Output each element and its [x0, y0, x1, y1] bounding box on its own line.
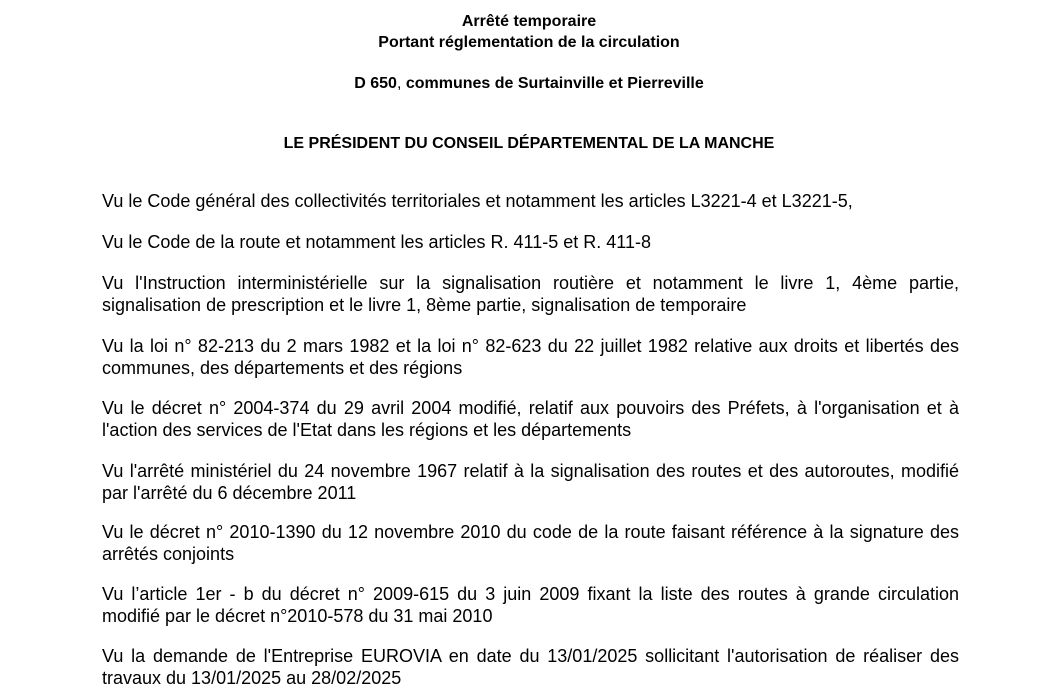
visa-paragraph: Vu l’article 1er - b du décret n° 2009-615 du 3 juin 2009 fixant la liste des routes à grande circulation modifié par le décret n°2010-578 du 31 mai 2010: [102, 584, 959, 626]
document-location: [0, 74, 1058, 94]
visa-paragraph: Vu le décret n° 2010-1390 du 12 novembre 2010 du code de la route faisant référence à la signature des arrêtés conjoints: [102, 522, 959, 564]
visa-paragraph: Vu le décret n° 2004-374 du 29 avril 2004 modifié, relatif aux pouvoirs des Préfets, à l'organisation et à l'action des services de l'Etat dans les régions et les départements: [102, 398, 959, 440]
document-title: Arrêté temporaire: [461, 13, 597, 30]
visa-paragraph: Vu l'Instruction interministérielle sur la signalisation routière et notamment le livre 1, 4ème partie, signalisation de prescription et le livre 1, 8ème partie, signalisation de temporaire: [102, 273, 959, 315]
road-name: D 650: [354, 75, 397, 92]
visa-paragraph: Vu le Code de la route et notamment les articles R. 411-5 et R. 411-8: [102, 232, 651, 252]
visa-paragraph: Vu l'arrêté ministériel du 24 novembre 1967 relatif à la signalisation des routes et des autoroutes, modifié par l'arrêté du 6 décembre 2011: [102, 461, 959, 503]
location-separator: ,: [396, 75, 402, 92]
visa-paragraph: Vu la demande de l'Entreprise EUROVIA en date du 13/01/2025 sollicitant l'autorisation de réaliser des travaux du 13/01/2025 au 28/02/2025: [102, 646, 959, 688]
visa-paragraph: Vu la loi n° 82-213 du 2 mars 1982 et la loi n° 82-623 du 22 juillet 1982 relative aux droits et libertés des communes, des départements et des régions: [102, 336, 959, 378]
issuing-authority: LE PRÉSIDENT DU CONSEIL DÉPARTEMENTAL DE LA MANCHE: [283, 135, 775, 152]
communes-text: communes de Surtainville et Pierreville: [401, 75, 704, 92]
document-subtitle: Portant réglementation de la circulation: [378, 34, 680, 51]
visa-paragraph: Vu le Code général des collectivités territoriales et notamment les articles L3221-4 et L3221-5,: [102, 191, 853, 211]
